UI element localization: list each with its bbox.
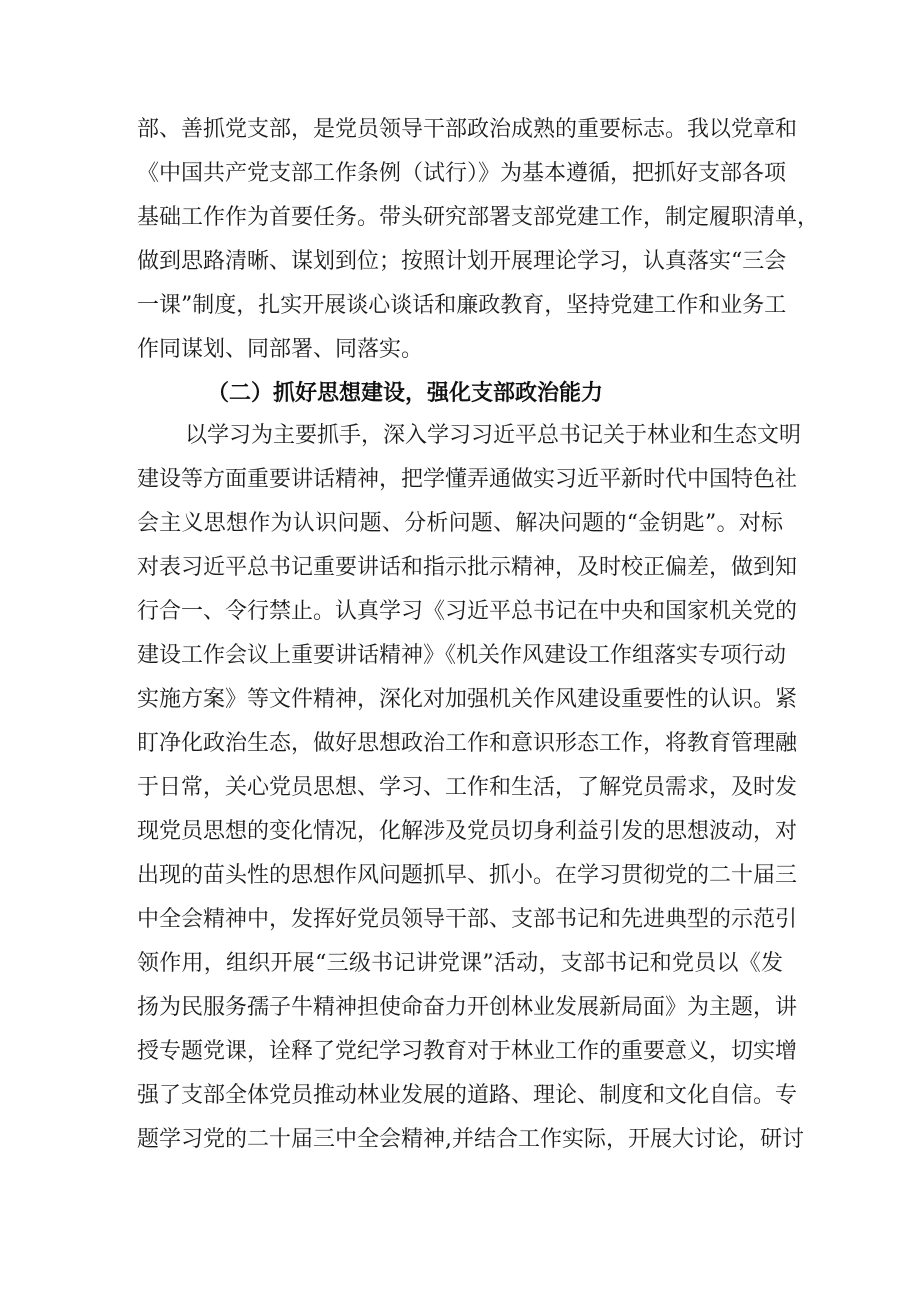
paragraph-line: 出现的苗头性的思想作风问题抓早、抓小。在学习贯彻党的二十届三 [137,863,798,888]
paragraph-line: 以学习为主要抓手，深入学习习近平总书记关于林业和生态文明 [185,423,802,448]
paragraph-line: 做到思路清晰、谋划到位；按照计划开展理论学习，认真落实“三会 [137,249,787,274]
paragraph-line: 《中国共产党支部工作条例（试行）》为基本遵循，把抓好支部各项 [137,161,787,186]
paragraph-line: 基础工作作为首要任务。带头研究部署支部党建工作，制定履职清单， [137,205,820,230]
paragraph-line: 于日常，关心党员思想、学习、工作和生活，了解党员需求，及时发 [137,775,798,800]
paragraph-line: 领作用，组织开展“三级书记讲党课”活动，支部书记和党员以《发 [137,951,783,976]
paragraph-line: 题学习党的二十届三中全会精神,并结合工作实际，开展大讨论，研讨 [137,1127,804,1152]
paragraph-line: 扬为民服务孺子牛精神担使命奋力开创林业发展新局面》为主题，讲 [137,995,798,1020]
paragraph-line: 作同谋划、同部署、同落实。 [137,337,424,362]
section-heading: （二）抓好思想建设，强化支部政治能力 [207,380,604,406]
paragraph-line: 建设等方面重要讲话精神，把学懂弄通做实习近平新时代中国特色社 [137,467,798,492]
paragraph-line: 盯净化政治生态，做好思想政治工作和意识形态工作，将教育管理融 [137,731,798,756]
paragraph-line: 一课”制度，扎实开展谈心谈话和廉政教育，坚持党建工作和业务工 [137,293,787,318]
paragraph-line: 部、善抓党支部，是党员领导干部政治成熟的重要标志。我以党章和 [137,117,798,142]
paragraph-line: 授专题党课，诠释了党纪学习教育对于林业工作的重要意义，切实增 [137,1039,798,1064]
paragraph-line: 中全会精神中，发挥好党员领导干部、支部书记和先进典型的示范引 [137,907,798,932]
paragraph-line: 建设工作会议上重要讲话精神》《机关作风建设工作组落实专项行动 [137,643,787,668]
paragraph-line: 对表习近平总书记重要讲话和指示批示精神，及时校正偏差，做到知 [137,555,798,580]
paragraph-line: 现党员思想的变化情况，化解涉及党员切身利益引发的思想波动，对 [137,819,798,844]
paragraph-line: 实施方案》等文件精神，深化对加强机关作风建设重要性的认识。紧 [137,687,798,712]
paragraph-line: 强了支部全体党员推动林业发展的道路、理论、制度和文化自信。专 [137,1083,798,1108]
paragraph-line: 行合一、令行禁止。认真学习《习近平总书记在中央和国家机关党的 [137,599,798,624]
paragraph-line: 会主义思想作为认识问题、分析问题、解决问题的“金钥匙”。对标 [137,511,783,536]
